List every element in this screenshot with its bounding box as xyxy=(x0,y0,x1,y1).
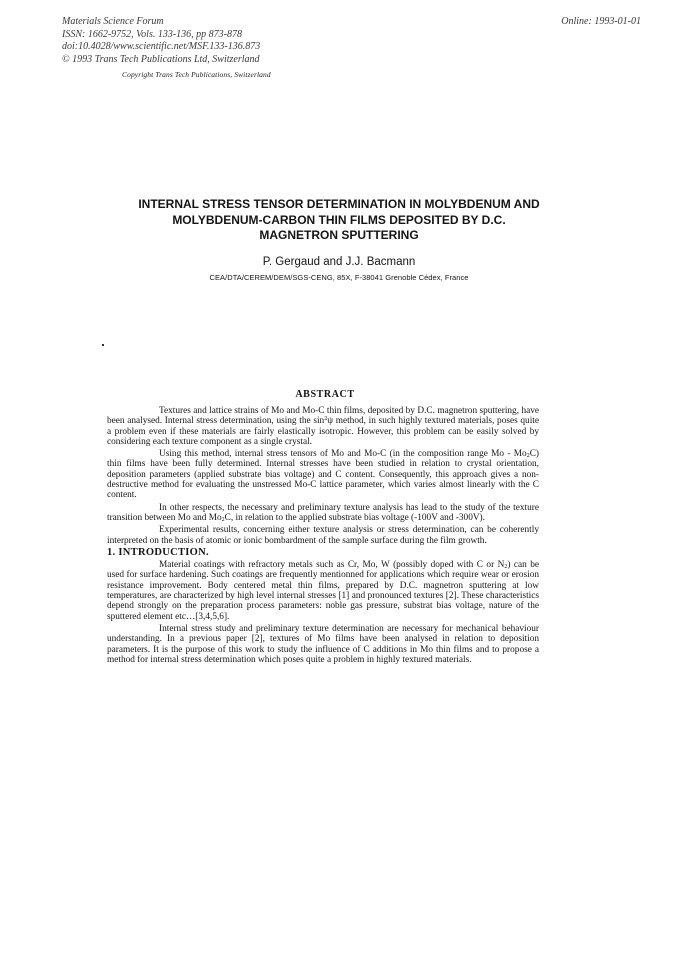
abstract-paragraph: Textures and lattice strains of Mo and Mo-C thin films, deposited by D.C. magnetron sputtering, have been analysed. Internal stress determination, using the $\sin^2\psi$ method, in such highly textured materials, poses quite a problem even if these materials are fairly elastically isotropic. However, this problem can be easily solved by considering each texture component as a single crystal. xyxy=(107,406,539,447)
stray-mark xyxy=(102,344,104,346)
abstract-paragraph: In other respects, the necessary and preliminary texture analysis has lead to the study of the texture transition between Mo and $Mo_2C$, in relation to the applied substrate bias voltage (-100V and -300V). xyxy=(107,502,539,523)
authors: P. Gergaud and J.J. Bacmann xyxy=(262,256,416,268)
affiliation: CEA/DTA/CEREM/DEM/SGS-CENG, 85X, F-38041 Grenoble Cédex, France xyxy=(209,273,469,282)
paper-body xyxy=(107,406,539,665)
abstract-paragraph: Using this method, internal stress tensors of Mo and Mo-C (in the composition range Mo - $Mo_2C$) thin films have been fully determined. Internal stresses have been studied in relation to crystal orientation, deposition parameters (applied substrate bias voltage) and C content. Consequently, this approach gives a non-destructive method for evaluating the unstressed Mo-C lattice parameter, which varies almost linearly with the C content. xyxy=(107,449,539,501)
abstract-heading: ABSTRACT xyxy=(295,389,355,400)
journal-name: Materials Science Forum xyxy=(62,16,164,27)
online-date: Online: 1993-01-01 xyxy=(561,16,641,27)
title-line: MOLYBDENUM-CARBON THIN FILMS DEPOSITED BY D.C. xyxy=(172,212,506,227)
publisher-copyright: Copyright Trans Tech Publications, Switzerland xyxy=(122,70,271,79)
title-line: MAGNETRON SPUTTERING xyxy=(259,228,419,242)
paper-title xyxy=(100,197,578,244)
introduction-paragraph: Material coatings with refractory metals such as Cr, Mo, W (possibly doped with C or $N_2$) can be used for surface hardening. Such coatings are frequently mentionned for applications which require wear or erosion resistance improvement. Body centered metal thin films, prepared by D.C. magnetron sputtering at low temperatures, are characterized by high level internal stresses [1] and pronounced textures [2]. These characteristics depend strongly on the preparation process parameters: noble gas pressure, substrat bias voltage, nature of the sputtered element etc…[3,4,5,6]. xyxy=(107,560,539,622)
publication-metadata xyxy=(62,16,260,66)
section-heading-introduction: 1. INTRODUCTION. xyxy=(107,546,209,558)
introduction-paragraph: Internal stress study and preliminary texture determination are necessary for mechanical behaviour understanding. In a previous paper [2], textures of Mo films have been analysed in relation to deposition parameters. It is the purpose of this work to study the influence of C additions in Mo thin films and to propose a method for internal stress determination which poses quite a problem in highly textured materials. xyxy=(107,623,539,665)
title-line: INTERNAL STRESS TENSOR DETERMINATION IN MOLYBDENUM AND xyxy=(138,197,540,211)
issn-line: ISSN: 1662-9752, Vols. 133-136, pp 873-878 xyxy=(62,28,242,40)
abstract-paragraph: Experimental results, concerning either texture analysis or stress determination, can be coherently interpreted on the basis of atomic or ionic bombardment of the sample surface during the film growth. xyxy=(107,525,539,546)
doi-link[interactable]: doi:10.4028/www.scientific.net/MSF.133-136.873 xyxy=(62,41,261,52)
copyright-line: © 1993 Trans Tech Publications Ltd, Switzerland xyxy=(62,53,260,65)
